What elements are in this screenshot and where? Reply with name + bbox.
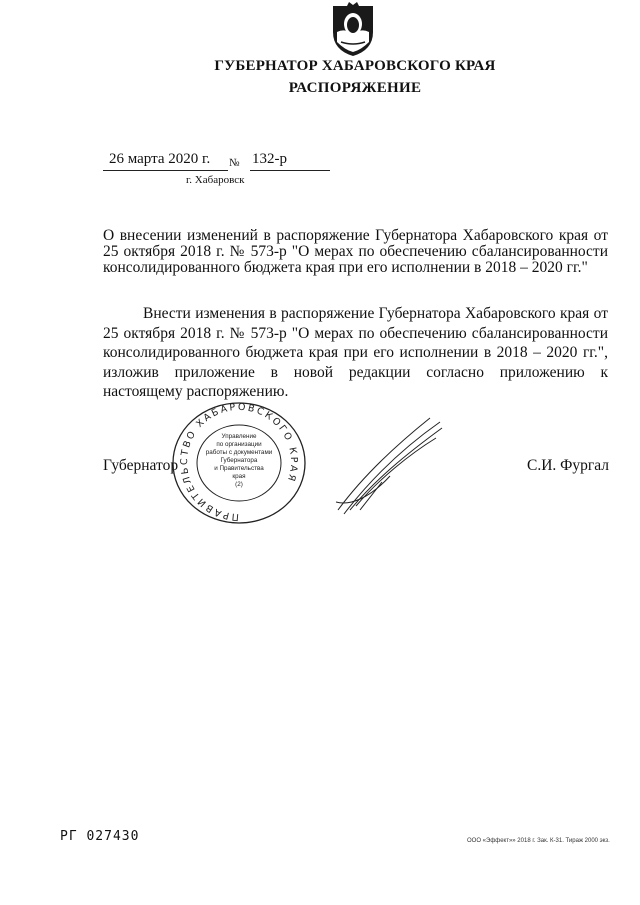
date-underline xyxy=(103,170,228,171)
document-subject: О внесении изменений в распоряжение Губернатора Хабаровского края от 25 октября 2018 г. № 573-р "О мерах по обеспечению сбалансированности консолидированного бюджета края при его исполнении в 2018 – 2020 гг." xyxy=(103,227,608,276)
document-number: 132-р xyxy=(252,151,287,167)
seal-line: края xyxy=(232,473,246,480)
seal-line: Губернатора xyxy=(220,457,258,464)
document-date: 26 марта 2020 г. xyxy=(109,151,211,167)
document-city: г. Хабаровск xyxy=(186,174,245,186)
coat-of-arms-emblem xyxy=(329,2,377,58)
seal-line: и Правительства xyxy=(214,465,264,472)
seal-line: Управление xyxy=(221,433,257,440)
issuer-title: ГУБЕРНАТОР ХАБАРОВСКОГО КРАЯ xyxy=(214,58,496,74)
signatory-name: С.И. Фургал xyxy=(527,457,610,474)
document-body xyxy=(103,304,608,402)
printer-imprint: ООО «Эффект»» 2018 г. Зак. К-31. Тираж 2000 экз. xyxy=(467,838,610,844)
registration-number: РГ 027430 xyxy=(60,829,140,844)
number-underline xyxy=(250,170,330,171)
seal-ring-text: ПРАВИТЕЛЬСТВО ХАБАРОВСКОГО КРАЯ xyxy=(178,401,300,523)
official-seal-stamp xyxy=(169,400,309,526)
body-paragraph: Внести изменения в распоряжение Губернатора Хабаровского края от 25 октября 2018 г. № 573-р "О мерах по обеспечению сбалансированности консолидированного бюджета края при его исполнении в 2018 – 2020 гг.", изложив приложение в новой редакции согласно приложению к настоящему распоряжению. xyxy=(103,305,608,400)
seal-line: по организации xyxy=(216,441,262,448)
number-label: № xyxy=(229,157,240,169)
document-type: РАСПОРЯЖЕНИЕ xyxy=(288,80,422,96)
handwritten-signature xyxy=(330,410,450,520)
seal-line: работы с документами xyxy=(205,449,273,456)
signatory-position: Губернатор xyxy=(103,457,179,474)
seal-line: (2) xyxy=(235,481,243,488)
